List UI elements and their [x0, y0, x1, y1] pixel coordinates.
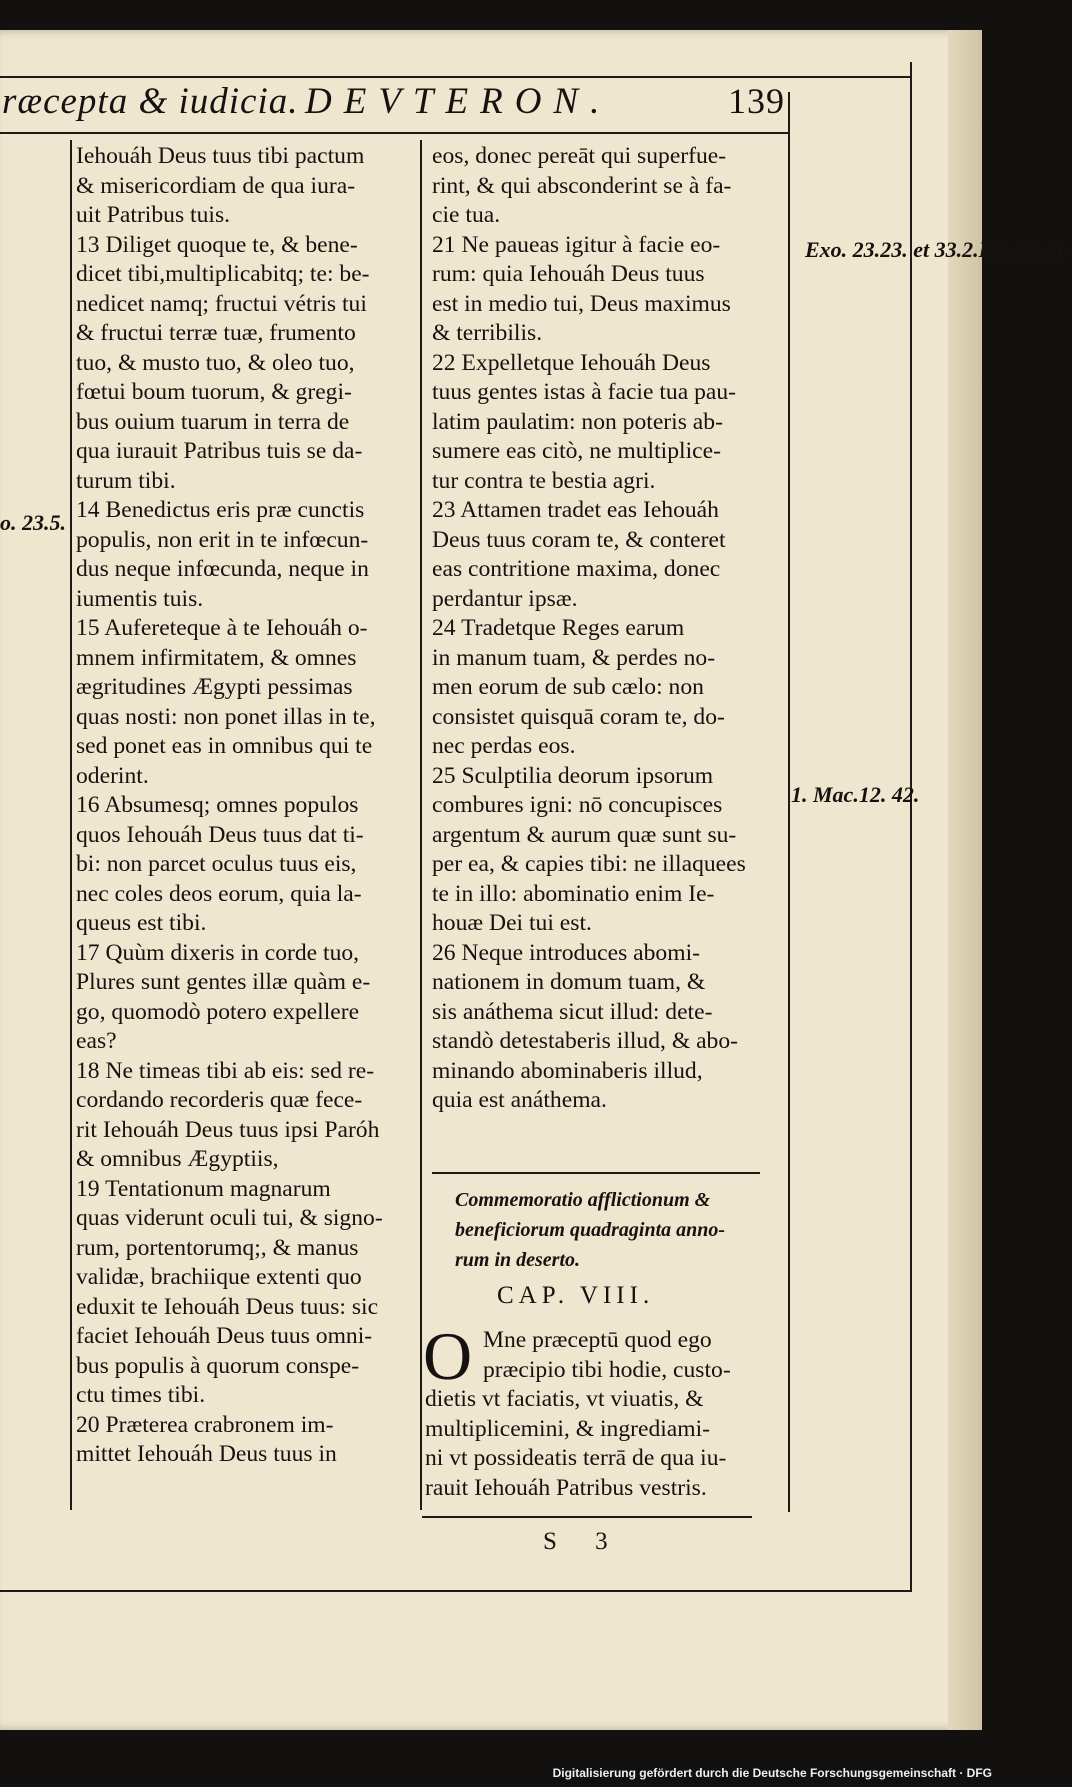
text-line: tuo, & musto tuo, & oleo tuo, — [76, 349, 355, 376]
outer-margin-rule — [910, 62, 912, 1592]
text-line: iumentis tuis. — [76, 585, 204, 612]
margin-note: o. 23. — [0, 510, 50, 535]
text-line: 26 Neque introduces abomi- — [432, 939, 700, 966]
text-line: combures igni: nō concupisces — [432, 792, 723, 818]
text-line: nedicet namq; fructui vétris tui — [76, 290, 367, 317]
text-line: & omnibus Ægyptiis, — [76, 1146, 279, 1172]
right-column-rule — [788, 92, 790, 1512]
text-line: 25 Sculptilia deorum ipsorum — [432, 762, 714, 789]
text-line: nationem in domum tuam, & — [432, 969, 706, 995]
page-edge — [948, 30, 982, 1730]
text-line: populis, non erit in te infœcun- — [76, 526, 369, 553]
text-line: eduxit te Iehouáh Deus tuus: sic — [76, 1293, 379, 1320]
text-line: houӕ Dei tui est. — [432, 910, 592, 936]
chapter-line: Mne prӕceptū quod ego — [483, 1327, 712, 1353]
top-rule — [0, 76, 912, 78]
chapter-text — [423, 1318, 787, 1503]
text-line: nec coles deos eorum, quia la- — [76, 880, 362, 907]
text-line: sed ponet eas in omnibus qui te — [76, 733, 373, 759]
text-line: eos, donec pereāt qui superfue- — [432, 143, 727, 169]
chapter-heading: CAP. VIII. — [497, 1282, 655, 1309]
text-line: & terribilis. — [432, 320, 543, 346]
chapter-rule — [432, 1172, 760, 1174]
text-line: quas viderunt oculi tui, & signo- — [76, 1205, 383, 1231]
margin-note: 5. — [49, 510, 66, 535]
text-line: qua iurauit Patribus tuis se da- — [76, 438, 363, 464]
text-line: sis anáthema sicut illud: dete- — [432, 998, 713, 1025]
text-line: 17 Quùm dixeris in corde tuo, — [76, 939, 360, 966]
text-bottom-rule — [422, 1516, 752, 1518]
text-line: rint, & qui absconderint se à fa- — [432, 172, 732, 199]
text-line: ctu times tibi. — [76, 1382, 206, 1408]
text-line: eas? — [76, 1028, 117, 1054]
chapter-line: multiplicemini, & ingrediami- — [425, 1415, 711, 1442]
chapter-summary — [455, 1185, 775, 1275]
text-line: cordando recorderis quӕ fece- — [76, 1087, 363, 1113]
text-line: rum, portentorumq;, & manus — [76, 1234, 359, 1261]
text-line: Deus tuus coram te, & conteret — [432, 526, 726, 553]
text-line: 16 Absumesq; omnes populos — [76, 792, 359, 818]
text-line: 19 Tentationum magnarum — [76, 1175, 331, 1202]
text-line: 15 Aufereteque à te Iehouáh o- — [76, 615, 368, 641]
text-line: fœtui boum tuorum, & gregi- — [76, 379, 352, 405]
chapter-line: rauit Iehouáh Patribus vestris. — [425, 1474, 707, 1501]
text-line: rum: quia Iehouáh Deus tuus — [432, 261, 705, 287]
left-column — [76, 142, 422, 1470]
text-line: latim paulatim: non poteris ab- — [432, 408, 723, 435]
text-line: uit Patribus tuis. — [76, 202, 231, 228]
text-line: cie tua. — [432, 202, 501, 228]
text-line: sumere eas citò, ne multiplice- — [432, 438, 721, 464]
left-column-rule — [70, 140, 72, 1510]
summary-line: beneficiorum quadraginta anno- — [455, 1219, 726, 1241]
text-line: standò detestaberis illud, & abo- — [432, 1028, 738, 1054]
text-line: go, quomodò potero expellere — [76, 998, 360, 1025]
text-line: te in illo: abominatio enim Ie- — [432, 880, 715, 907]
drop-cap: O — [423, 1318, 473, 1394]
bottom-rule — [0, 1590, 912, 1592]
text-line: perdantur ipsӕ. — [432, 585, 578, 612]
margin-note: 2. — [962, 237, 979, 262]
text-line: 13 Diliget quoque te, & bene- — [76, 231, 358, 258]
margin-note: Ios. 24. — [978, 237, 1046, 262]
summary-line: rum in deserto. — [455, 1249, 581, 1271]
text-line: men eorum de sub cӕlo: non — [432, 674, 704, 700]
chapter-line: ni vt possideatis terrā de qua iu- — [425, 1445, 727, 1471]
header-rule — [0, 132, 790, 134]
text-line: queus est tibi. — [76, 910, 207, 936]
text-line: rit Iehouáh Deus tuus ipsi Paróh — [76, 1116, 380, 1143]
text-line: per ea, & capies tibi: ne illaquees — [432, 851, 746, 877]
text-line: quas nosti: non ponet illas in te, — [76, 703, 376, 730]
text-line: & fructui terrӕ tuӕ, frumento — [76, 320, 356, 346]
text-line: mittet Iehouáh Deus tuus in — [76, 1441, 337, 1467]
text-line: ӕgritudines Ægypti pessimas — [76, 674, 353, 700]
text-line: eas contritione maxima, donec — [432, 556, 721, 582]
text-line: 14 Benedictus eris prӕ cunctis — [76, 497, 365, 523]
text-line: consistet quisquā coram te, do- — [432, 703, 725, 730]
text-line: tuus gentes istas à facie tua pau- — [432, 379, 736, 405]
text-line: 22 Expelletque Iehouáh Deus — [432, 349, 711, 376]
margin-note: Exo. 23. — [805, 237, 881, 262]
margin-note: 1. Mac. — [791, 782, 859, 807]
footer-credit: Digitalisierung gefördert durch die Deutsche Forschungsgemeinschaft · DFG — [552, 1766, 992, 1780]
text-line: nec perdas eos. — [432, 733, 576, 759]
text-line: & misericordiam de qua iura- — [76, 172, 356, 199]
text-line: bus ouium tuarum in terra de — [76, 408, 350, 435]
text-line: quia est anáthema. — [432, 1087, 607, 1113]
text-line: bus populis à quorum conspe- — [76, 1352, 360, 1379]
summary-line: Commemoratio afflictionum & — [455, 1189, 711, 1211]
text-line: 18 Ne timeas tibi ab eis: sed re- — [76, 1057, 375, 1084]
text-line: est in medio tui, Deus maximus — [432, 290, 731, 317]
text-line: dicet tibi,multiplicabitq; te: be- — [76, 261, 370, 287]
text-line: bi: non parcet oculus tuus eis, — [76, 851, 357, 877]
margin-note: 12. 42. — [858, 782, 920, 807]
text-line: validӕ, brachiique extenti quo — [76, 1264, 362, 1290]
text-line: 21 Ne paueas igitur à facie eo- — [432, 231, 721, 258]
chapter-line: prӕcipio tibi hodie, custo- — [483, 1356, 731, 1383]
text-line: faciet Iehouáh Deus tuus omni- — [76, 1323, 373, 1349]
text-line: mnem infirmitatem, & omnes — [76, 644, 357, 671]
right-column — [432, 142, 784, 1116]
margin-note: 23. et 33. — [880, 237, 963, 262]
text-line: dus neque infœcunda, neque in — [76, 556, 369, 582]
text-line: oderint. — [76, 762, 149, 789]
signature-mark: S 3 — [543, 1528, 624, 1555]
running-head-left: rӕcepta & iudicia. — [2, 81, 299, 122]
margin-notes-left — [0, 508, 66, 538]
text-line: argentum & aurum quӕ sunt su- — [432, 821, 737, 848]
running-head-title: DEVTERON. — [305, 81, 612, 122]
chapter-line: dietis vt faciatis, vt viuatis, & — [425, 1386, 704, 1412]
page-number: 139 — [728, 81, 785, 121]
text-line: minando abominaberis illud, — [432, 1057, 703, 1084]
margin-note: 11. — [1045, 237, 1072, 262]
text-line: turum tibi. — [76, 467, 176, 494]
text-line: Iehouáh Deus tuus tibi pactum — [76, 143, 365, 169]
text-line: 20 Prӕterea crabronem im- — [76, 1411, 334, 1438]
text-line: 23 Attamen tradet eas Iehouáh — [432, 497, 719, 523]
margin-notes-right-upper — [805, 235, 1072, 265]
text-line: 24 Tradetque Reges earum — [432, 615, 685, 641]
margin-notes-right-lower — [791, 780, 919, 810]
text-line: tur contra te bestia agri. — [432, 467, 656, 494]
text-line: Plures sunt gentes illӕ quàm e- — [76, 969, 371, 995]
text-line: in manum tuam, & perdes no- — [432, 644, 716, 671]
text-line: quos Iehouáh Deus tuus dat ti- — [76, 821, 364, 848]
